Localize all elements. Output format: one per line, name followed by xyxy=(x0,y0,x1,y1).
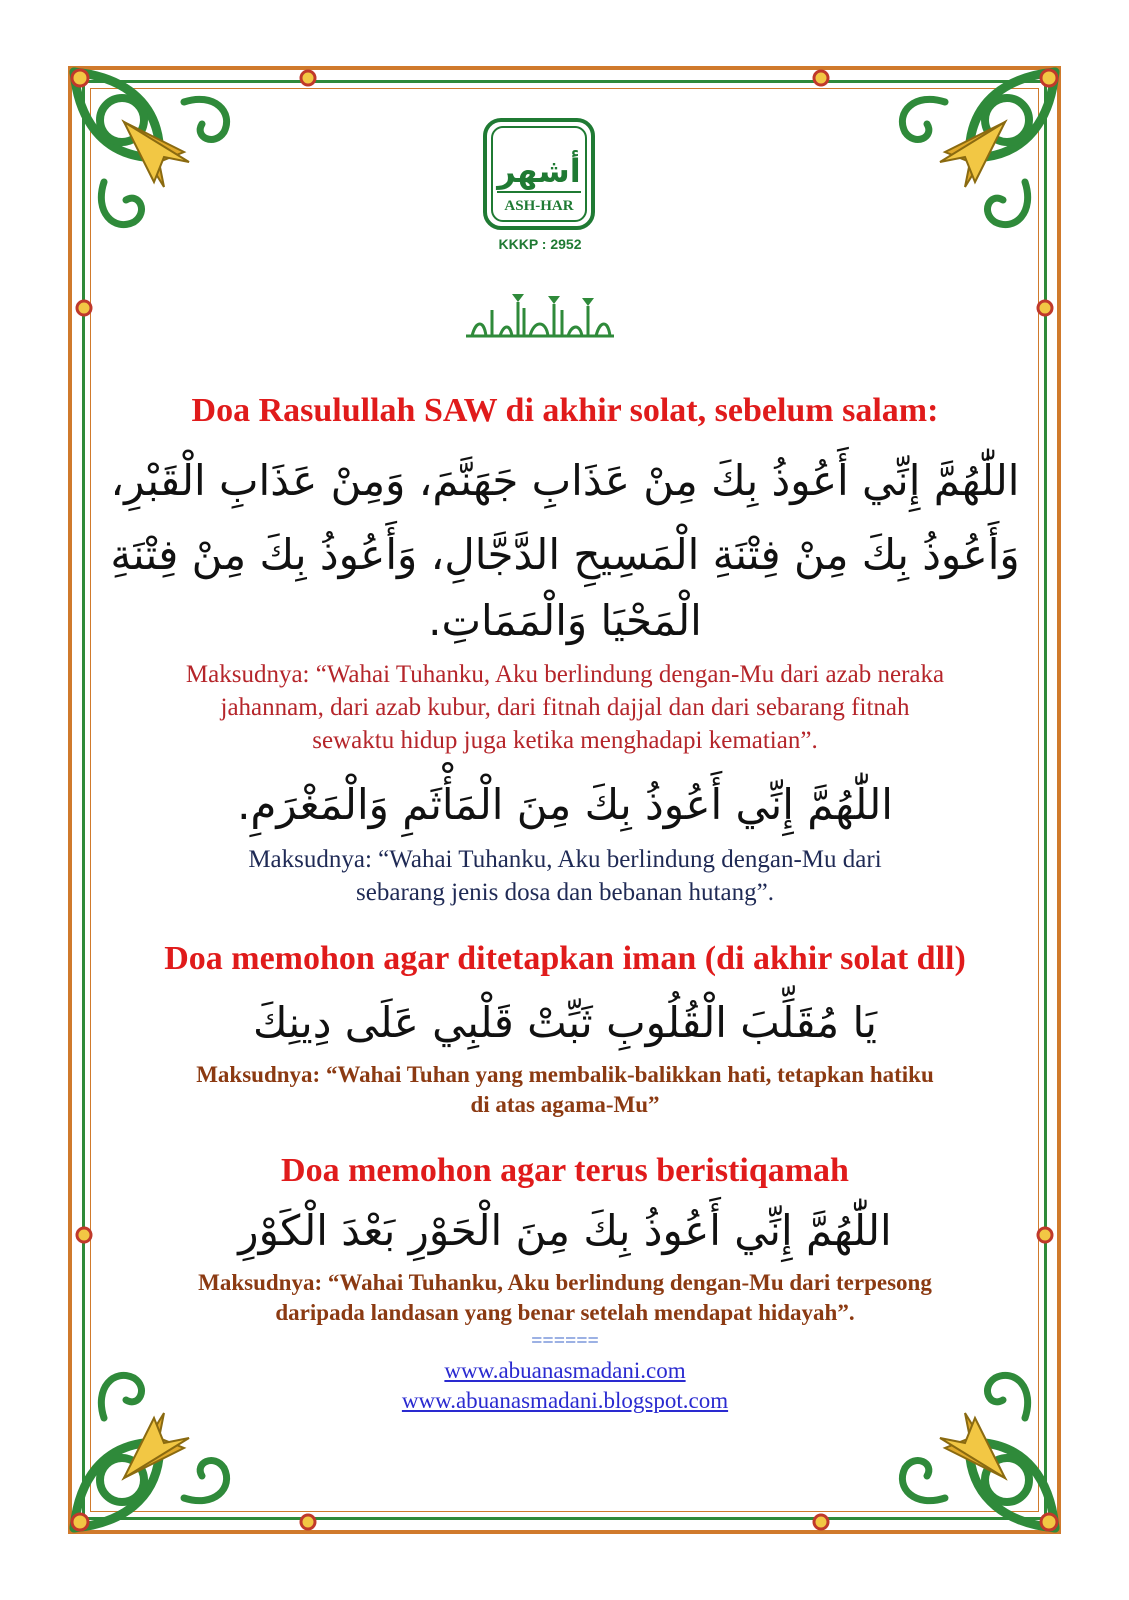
section2-arabic: اللّٰهُمَّ إِنِّي أَعُوذُ بِكَ مِنَ الْمَأْثَمِ وَالْمَغْرَمِ. xyxy=(237,780,893,829)
section3-meaning-line: di atas agama-Mu” xyxy=(470,1092,660,1117)
registration-number: KKKP : 2952 xyxy=(498,236,582,252)
frame-dot-ornament xyxy=(74,298,94,318)
section2-meaning-line: Maksudnya: “Wahai Tuhanku, Aku berlindung dengan-Mu dari xyxy=(248,846,882,873)
section1-meaning-line: Maksudnya: “Wahai Tuhanku, Aku berlindung dengan-Mu dari azab neraka xyxy=(185,661,945,688)
blog-link[interactable]: www.abuanasmadani.blogspot.com xyxy=(401,1388,729,1413)
section4-meaning-line: Maksudnya: “Wahai Tuhanku, Aku berlindung dengan-Mu dari terpesong xyxy=(198,1270,932,1295)
frame-dot-ornament xyxy=(1035,298,1055,318)
footer-link-wrapper xyxy=(100,1358,1030,1384)
logo-latin-text: ASH-HAR xyxy=(504,198,574,214)
frame-dot-ornament xyxy=(811,68,831,88)
frame-dot-ornament xyxy=(74,1225,94,1245)
section3-arabic: يَا مُقَلِّبَ الْقُلُوبِ ثَبِّتْ قَلْبِي عَلَى دِينِكَ xyxy=(252,998,878,1047)
logo-arabic-text: أشهر xyxy=(497,152,581,190)
section3-meaning-line: Maksudnya: “Wahai Tuhan yang membalik-balikkan hati, tetapkan hatiku xyxy=(196,1062,934,1087)
separator-line: ====== xyxy=(531,1330,599,1352)
frame-dot-ornament xyxy=(1035,1225,1055,1245)
section4-meaning-line: daripada landasan yang benar setelah mendapat hidayah”. xyxy=(275,1300,855,1325)
footer-link-wrapper xyxy=(100,1388,1030,1414)
section1-meaning-line: sewaktu hidup juga ketika menghadapi kematian”. xyxy=(312,727,818,754)
corner-ornament-top-left xyxy=(64,62,254,252)
bismillah-calligraphy xyxy=(462,290,618,346)
section1-heading: Doa Rasulullah SAW di akhir solat, sebelum salam: xyxy=(191,392,939,429)
section1-meaning-line: jahannam, dari azab kubur, dari fitnah dajjal dan dari sebarang fitnah xyxy=(220,694,910,721)
section1-arabic-line: الْمَحْيَا وَالْمَمَاتِ. xyxy=(428,596,702,645)
section3-heading: Doa memohon agar ditetapkan iman (di akhir solat dll) xyxy=(164,940,966,977)
section4-arabic: اللّٰهُمَّ إِنِّي أَعُوذُ بِكَ مِنَ الْحَوْرِ بَعْدَ الْكَوْرِ xyxy=(238,1206,892,1255)
section2-meaning-line: sebarang jenis dosa dan bebanan hutang”. xyxy=(356,879,774,906)
website-link[interactable]: www.abuanasmadani.com xyxy=(444,1358,686,1383)
ash-har-logo xyxy=(483,118,595,230)
frame-dot-ornament xyxy=(298,68,318,88)
frame-dot-ornament xyxy=(298,1512,318,1532)
frame-dot-ornament xyxy=(811,1512,831,1532)
section4-heading: Doa memohon agar terus beristiqamah xyxy=(281,1152,849,1189)
section1-arabic-line: اللّٰهُمَّ إِنِّي أَعُوذُ بِكَ مِنْ عَذَابِ جَهَنَّمَ، وَمِنْ عَذَابِ الْقَبْرِ، xyxy=(110,456,1020,505)
section1-arabic-line: وَأَعُوذُ بِكَ مِنْ فِتْنَةِ الْمَسِيحِ الدَّجَّالِ، وَأَعُوذُ بِكَ مِنْ فِتْنَةِ xyxy=(110,530,1020,579)
corner-ornament-top-right xyxy=(875,62,1065,252)
